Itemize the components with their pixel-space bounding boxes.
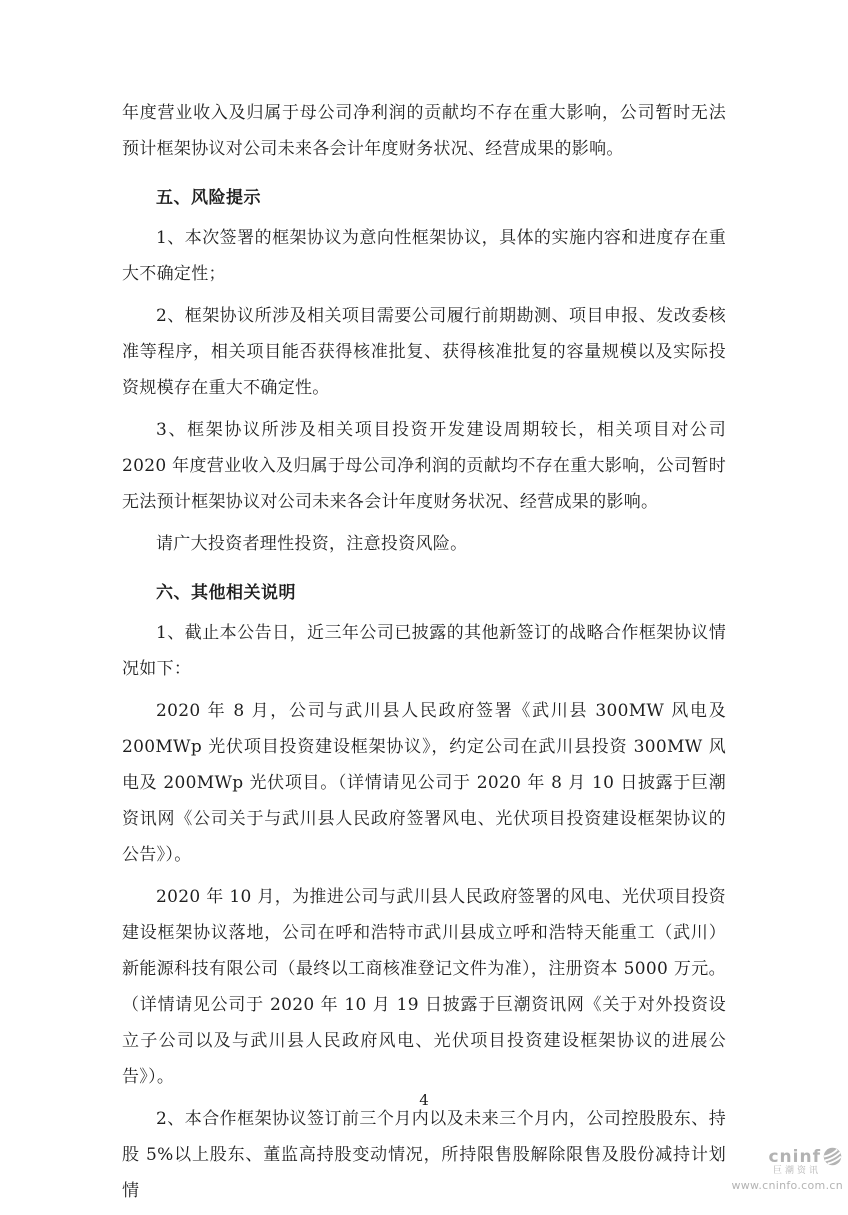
section-heading-other-notes: 六、其他相关说明 xyxy=(156,583,296,603)
oct-2020-subsidiary-paragraph: 2020 年 10 月，为推进公司与武川县人民政府签署的风电、光伏项目投资建设框架协议落地，公司在呼和浩特市武川县成立呼和浩特天能重工（武川）新能源科技有限公司（最终以工商核准登记文件为准），注册资本 5000 万元。（详情请见公司于 2020 年 10 月 19 日披露于巨潮资讯网《关于对外投资设立子公司以及与武川县人民政府风电、光伏项目投资建设框架协议的进展公告》）。 xyxy=(122,887,726,1087)
section-heading-risk-warning: 五、风险提示 xyxy=(156,188,261,208)
cninfo-url: www.cninfo.com.cn xyxy=(731,1179,843,1192)
risk-item-1: 1、本次签署的框架协议为意向性框架协议，具体的实施内容和进度存在重大不确定性； xyxy=(122,228,726,284)
cninfo-watermark xyxy=(731,1146,843,1192)
cninfo-logo-text: cninf xyxy=(768,1146,821,1167)
document-body xyxy=(122,95,726,1215)
page-footer xyxy=(0,1090,848,1110)
page-number: 4 xyxy=(419,1091,429,1109)
shareholder-change-paragraph: 2、本合作框架协议签订前三个月内以及未来三个月内，公司控股股东、持股 5%以上股东、董监高持股变动情况，所持限售股解除限售及股份减持计划情 xyxy=(122,1109,726,1201)
other-notes-intro-paragraph: 1、截止本公告日，近三年公司已披露的其他新签订的战略合作框架协议情况如下： xyxy=(122,623,726,679)
risk-item-2: 2、框架协议所涉及相关项目需要公司履行前期勘测、项目申报、发改委核准等程序，相关项目能否获得核准批复、获得核准批复的容量规模以及实际投资规模存在重大不确定性。 xyxy=(122,306,726,398)
aug-2020-agreement-paragraph: 2020 年 8 月，公司与武川县人民政府签署《武川县 300MW 风电及 200MWp 光伏项目投资建设框架协议》，约定公司在武川县投资 300MW 风电及 200MWp 光伏项目。（详情请见公司于 2020 年 8 月 10 日披露于巨潮资讯网《公司关于与武川县人民政府签署风电、光伏项目投资建设框架协议的公告》）。 xyxy=(122,701,726,865)
cninfo-chinese-name: 巨潮资讯 xyxy=(772,1166,821,1176)
investor-notice-paragraph: 请广大投资者理性投资，注意投资风险。 xyxy=(156,534,468,554)
globe-icon xyxy=(822,1146,843,1167)
cninfo-logo xyxy=(731,1146,843,1167)
continued-paragraph: 年度营业收入及归属于母公司净利润的贡献均不存在重大影响，公司暂时无法预计框架协议对公司未来各会计年度财务状况、经营成果的影响。 xyxy=(122,103,726,159)
risk-item-3: 3、框架协议所涉及相关项目投资开发建设周期较长，相关项目对公司 2020 年度营业收入及归属于母公司净利润的贡献均不存在重大影响，公司暂时无法预计框架协议对公司未来各会计年度财务状况、经营成果的影响。 xyxy=(122,420,726,512)
